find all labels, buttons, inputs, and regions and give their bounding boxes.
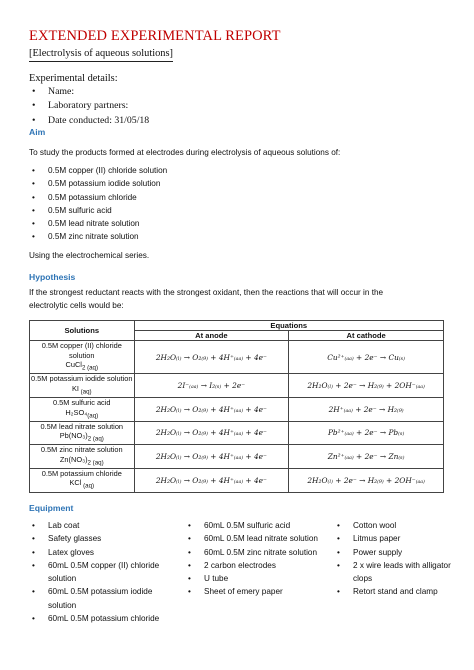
equipment-column-3 [334, 519, 459, 599]
header-anode: At anode [134, 331, 289, 341]
anode-equation [134, 374, 289, 398]
equations-table [29, 320, 444, 493]
list-item: • 0.5M potassium chloride [29, 191, 167, 204]
cathode-equation-text: Zn²⁺₍ₐₐ₎ + 2e⁻ → Zn₍ₛ₎ [327, 452, 405, 462]
formula-state: (aq) [87, 411, 99, 419]
solution-name: 0.5M potassium chloride [41, 468, 122, 478]
solution-formula [30, 384, 134, 397]
formula-state: (aq) [78, 388, 92, 396]
anode-equation [134, 468, 289, 492]
list-item: • Safety glasses [29, 532, 179, 545]
list-item: • U tube [185, 572, 330, 585]
anode-equation-text: 2H₂O₍ₗ₎ → O₂₍₉₎ + 4H⁺₍ₐₐ₎ + 4e⁻ [155, 428, 267, 438]
equipment-heading: Equipment [29, 503, 74, 513]
solution-cell [30, 468, 135, 492]
hypothesis-line-2: electrolytic cells would be: [29, 301, 124, 310]
aim-intro: To study the products formed at electrodes during electrolysis of aqueous solutions of: [29, 148, 341, 157]
header-equations: Equations [134, 321, 443, 331]
list-item: • 0.5M sulfuric acid [29, 204, 167, 217]
anode-equation [134, 445, 289, 469]
solution-formula [30, 408, 134, 421]
cathode-equation-text: 2H₂O₍ₗ₎ + 2e⁻ → H₂₍₉₎ + 2OH⁻₍ₐₐ₎ [307, 381, 425, 391]
list-item: • 60mL 0.5M sulfuric acid [185, 519, 330, 532]
solution-name: 0.5M copper (II) chloride solution [41, 341, 122, 360]
list-item: • 0.5M zinc nitrate solution [29, 230, 167, 243]
anode-equation-text: 2I⁻₍ₐₐ₎ → I₂₍ₛ₎ + 2e⁻ [177, 381, 246, 391]
list-item: • Sheet of emery paper [185, 585, 330, 598]
list-item: • 60mL 0.5M copper (II) chloride solution [29, 559, 179, 586]
equipment-column-2 [185, 519, 330, 599]
table-row [30, 421, 444, 445]
table-header-row [30, 321, 444, 331]
table-row [30, 397, 444, 421]
formula-text: KCl [69, 478, 82, 488]
table-row [30, 374, 444, 398]
aim-list [29, 164, 167, 244]
list-item: • 60mL 0.5M potassium chloride [29, 612, 179, 625]
solution-name: 0.5M zinc nitrate solution [40, 445, 123, 455]
solution-cell [30, 445, 135, 469]
header-cathode: At cathode [289, 331, 444, 341]
formula-state: (aq) [81, 482, 95, 490]
cathode-equation [289, 421, 444, 445]
anode-equation-text: 2H₂O₍ₗ₎ → O₂₍₉₎ + 4H⁺₍ₐₐ₎ + 4e⁻ [155, 475, 267, 485]
hypothesis-heading: Hypothesis [29, 272, 76, 282]
formula-state: 2 (aq) [81, 364, 99, 372]
list-item: • 2 x wire leads with alligator clops [334, 559, 459, 586]
solution-formula [30, 431, 134, 444]
details-list [29, 85, 149, 128]
list-item: • 0.5M lead nitrate solution [29, 217, 167, 230]
anode-equation-text: 2H₂O₍ₗ₎ → O₂₍₉₎ + 4H⁺₍ₐₐ₎ + 4e⁻ [155, 404, 267, 414]
details-item-name: • Name: [29, 85, 149, 99]
formula-text: KI [71, 383, 79, 393]
list-item: • Lab coat [29, 519, 179, 532]
solution-cell [30, 421, 135, 445]
solution-formula [30, 478, 134, 491]
list-item: • 60mL 0.5M potassium iodide solution [29, 585, 179, 612]
solution-formula [30, 455, 134, 468]
cathode-equation [289, 468, 444, 492]
aim-outro: Using the electrochemical series. [29, 251, 150, 260]
formula-text: H₂SO₄ [65, 407, 88, 417]
anode-equation-text: 2H₂O₍ₗ₎ → O₂₍₉₎ + 4H⁺₍ₐₐ₎ + 4e⁻ [155, 452, 267, 462]
details-heading: Experimental details: [29, 73, 118, 84]
anode-equation [134, 341, 289, 374]
cathode-equation-text: 2H⁺₍ₐₐ₎ + 2e⁻ → H₂₍₉₎ [328, 404, 404, 414]
list-item: • Litmus paper [334, 532, 459, 545]
solution-cell [30, 397, 135, 421]
details-item-partners: • Laboratory partners: [29, 99, 149, 113]
list-item: • 60mL 0.5M lead nitrate solution [185, 532, 330, 545]
cathode-equation-text: Cu²⁺₍ₐₐ₎ + 2e⁻ → Cu₍ₛ₎ [327, 352, 405, 362]
anode-equation-text: 2H₂O₍ₗ₎ → O₂₍₉₎ + 4H⁺₍ₐₐ₎ + 4e⁻ [155, 352, 267, 362]
anode-equation [134, 421, 289, 445]
cathode-equation-text: 2H₂O₍ₗ₎ + 2e⁻ → H₂₍₉₎ + 2OH⁻₍ₐₐ₎ [307, 475, 425, 485]
details-item-date: • Date conducted: 31/05/18 [29, 114, 149, 128]
solution-name: 0.5M sulfuric acid [53, 397, 111, 407]
table-row [30, 468, 444, 492]
cathode-equation [289, 397, 444, 421]
solution-cell [30, 374, 135, 398]
equipment-column-1 [29, 519, 179, 625]
cathode-equation [289, 445, 444, 469]
solution-name: 0.5M potassium iodide solution [31, 374, 133, 384]
formula-text: CuCl [65, 360, 82, 370]
list-item: • 2 carbon electrodes [185, 559, 330, 572]
cathode-equation-text: Pb²⁺₍ₐₐ₎ + 2e⁻ → Pb₍ₛ₎ [327, 428, 405, 438]
list-item: • 60mL 0.5M zinc nitrate solution [185, 546, 330, 559]
aim-heading: Aim [29, 127, 46, 137]
list-item: • Cotton wool [334, 519, 459, 532]
solution-formula [30, 360, 134, 373]
formula-text: Pb(NO₃) [59, 431, 88, 441]
report-title: EXTENDED EXPERIMENTAL REPORT [29, 28, 281, 44]
solution-cell [30, 341, 135, 374]
list-item: • 0.5M copper (II) chloride solution [29, 164, 167, 177]
anode-equation [134, 397, 289, 421]
cathode-equation [289, 341, 444, 374]
formula-state: 2 (aq) [87, 435, 104, 443]
list-item: • 0.5M potassium iodide solution [29, 177, 167, 190]
cathode-equation [289, 374, 444, 398]
table-row [30, 445, 444, 469]
header-solutions: Solutions [30, 321, 135, 341]
list-item: • Latex gloves [29, 546, 179, 559]
report-subtitle: [Electrolysis of aqueous solutions] [29, 48, 173, 62]
hypothesis-line-1: If the strongest reductant reacts with the strongest oxidant, then the reactions that will occur in the [29, 288, 384, 297]
solution-name: 0.5M lead nitrate solution [40, 421, 124, 431]
formula-text: Zn(NO₃) [59, 454, 88, 464]
formula-state: 2 (aq) [87, 459, 104, 467]
list-item: • Retort stand and clamp [334, 585, 459, 598]
table-row [30, 341, 444, 374]
list-item: • Power supply [334, 546, 459, 559]
